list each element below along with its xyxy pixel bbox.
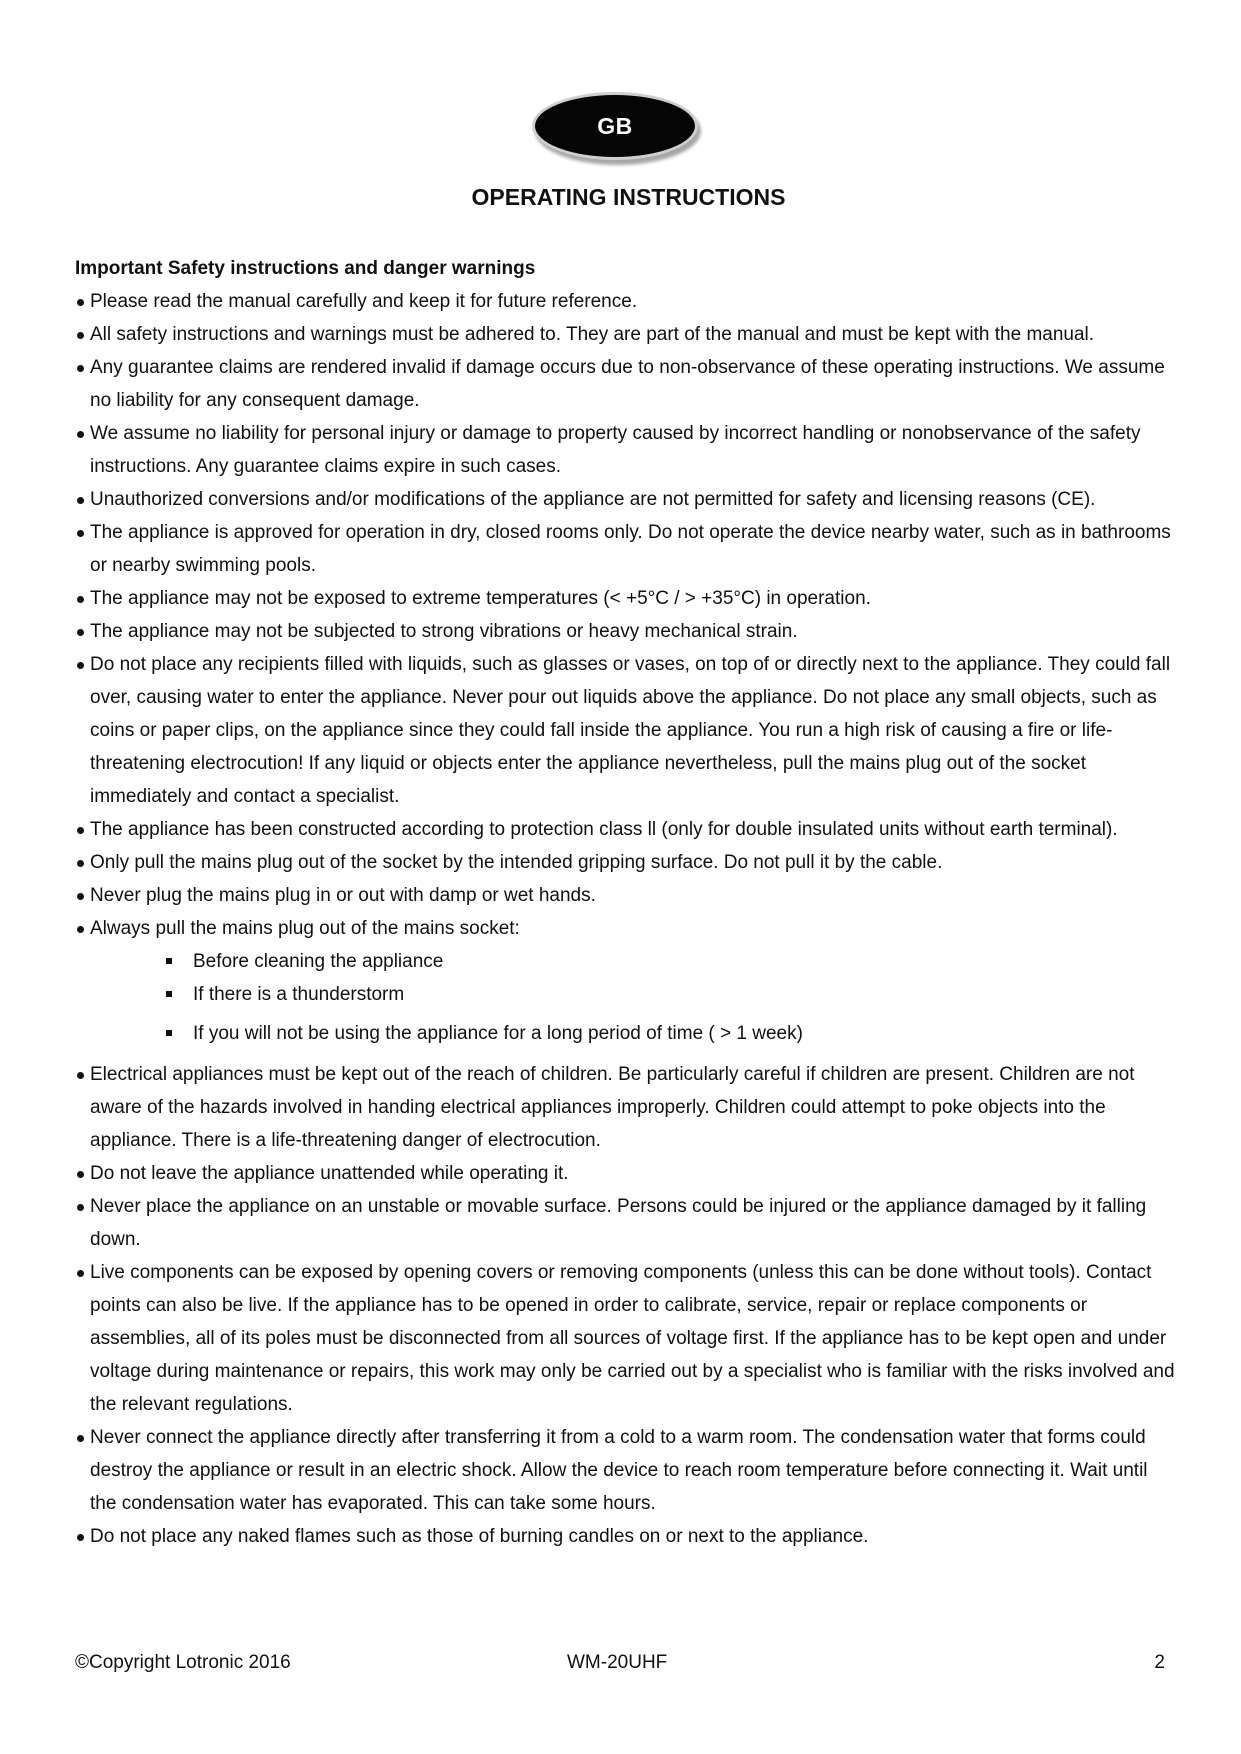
copyright-text: ©Copyright Lotronic 2016 bbox=[75, 1652, 291, 1673]
sub-list-item: If you will not be using the appliance for a long period of time ( > 1 week) bbox=[75, 1017, 1175, 1050]
safety-section bbox=[75, 252, 1175, 1553]
list-item: Only pull the mains plug out of the socket by the intended gripping surface. Do not pull it by the cable. bbox=[75, 846, 1175, 879]
language-badge-label: GB bbox=[597, 112, 633, 139]
sub-list-item: If there is a thunderstorm bbox=[75, 978, 1175, 1011]
list-item: Electrical appliances must be kept out of the reach of children. Be particularly careful if children are present. Children are not aware of the hazards involved in handing electrical appliances improperly. Children could attempt to poke objects into the appliance. There is a life-threatening danger of electrocution. bbox=[75, 1058, 1175, 1157]
list-item: The appliance is approved for operation in dry, closed rooms only. Do not operate the device nearby water, such as in bathrooms or nearby swimming pools. bbox=[75, 516, 1175, 582]
list-item: Do not leave the appliance unattended while operating it. bbox=[75, 1157, 1175, 1190]
unplug-conditions-list bbox=[75, 945, 1175, 1058]
list-item: Do not place any naked flames such as those of burning candles on or next to the appliance. bbox=[75, 1520, 1175, 1553]
page-title: OPERATING INSTRUCTIONS bbox=[471, 184, 786, 210]
section-heading: Important Safety instructions and danger warnings bbox=[75, 258, 536, 279]
sub-list-item: Before cleaning the appliance bbox=[75, 945, 1175, 978]
list-item: Never place the appliance on an unstable or movable surface. Persons could be injured or the appliance damaged by it falling down. bbox=[75, 1190, 1175, 1256]
model-number: WM-20UHF bbox=[567, 1652, 668, 1673]
safety-list-continued bbox=[75, 1058, 1175, 1553]
list-item: Please read the manual carefully and keep it for future reference. bbox=[75, 285, 1175, 318]
language-badge bbox=[532, 92, 698, 160]
list-item: All safety instructions and warnings must be adhered to. They are part of the manual and must be kept with the manual. bbox=[75, 318, 1175, 351]
list-item: The appliance has been constructed according to protection class ll (only for double insulated units without earth terminal). bbox=[75, 813, 1175, 846]
list-item: Never connect the appliance directly after transferring it from a cold to a warm room. The condensation water that forms could destroy the appliance or result in an electric shock. Allow the device to reach room temperature before connecting it. Wait until the condensation water has evaporated. This can take some hours. bbox=[75, 1421, 1175, 1520]
list-item: Always pull the mains plug out of the mains socket: bbox=[75, 912, 1175, 945]
list-item: The appliance may not be exposed to extreme temperatures (< +5°C / > +35°C) in operation. bbox=[75, 582, 1175, 615]
page-footer bbox=[75, 1648, 1165, 1678]
page-number: 2 bbox=[1154, 1652, 1165, 1673]
list-item: Do not place any recipients filled with liquids, such as glasses or vases, on top of or directly next to the appliance. They could fall over, causing water to enter the appliance. Never pour out liquids above the appliance. Do not place any small objects, such as coins or paper clips, on the appliance since they could fall inside the appliance. You run a high risk of causing a fire or life-threatening electrocution! If any liquid or objects enter the appliance nevertheless, pull the mains plug out of the socket immediately and contact a specialist. bbox=[75, 648, 1175, 813]
list-item: Never plug the mains plug in or out with damp or wet hands. bbox=[75, 879, 1175, 912]
list-item: We assume no liability for personal injury or damage to property caused by incorrect handling or nonobservance of the safety instructions. Any guarantee claims expire in such cases. bbox=[75, 417, 1175, 483]
safety-list bbox=[75, 285, 1175, 945]
list-item: Live components can be exposed by opening covers or removing components (unless this can be done without tools). Contact points can also be live. If the appliance has to be opened in order to calibrate, service, repair or replace components or assemblies, all of its poles must be disconnected from all sources of voltage first. If the appliance has to be kept open and under voltage during maintenance or repairs, this work may only be carried out by a specialist who is familiar with the risks involved and the relevant regulations. bbox=[75, 1256, 1175, 1421]
list-item: Any guarantee claims are rendered invalid if damage occurs due to non-observance of these operating instructions. We assume no liability for any consequent damage. bbox=[75, 351, 1175, 417]
list-item: Unauthorized conversions and/or modifications of the appliance are not permitted for safety and licensing reasons (CE). bbox=[75, 483, 1175, 516]
list-item: The appliance may not be subjected to strong vibrations or heavy mechanical strain. bbox=[75, 615, 1175, 648]
